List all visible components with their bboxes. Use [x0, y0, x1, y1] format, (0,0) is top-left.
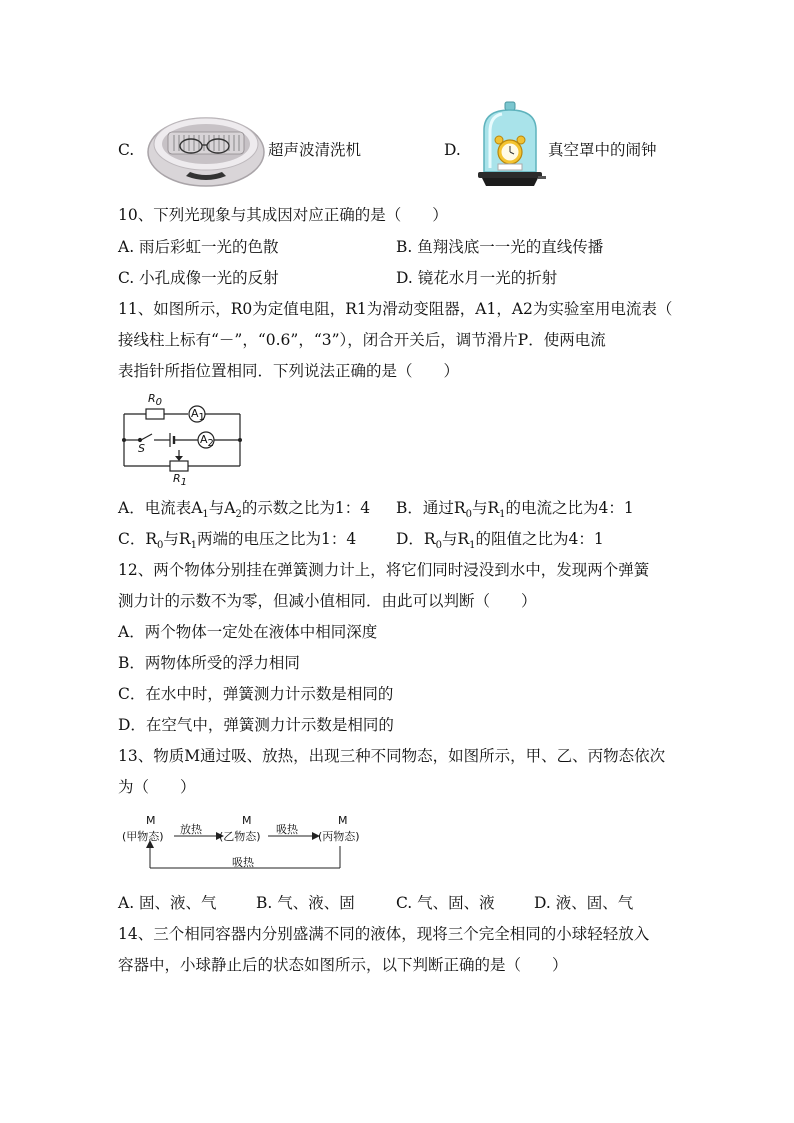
- q10-option-d: D. 镜花水月一光的折射: [396, 269, 558, 287]
- vacuum-bell-jar-alarm-clock-image: [472, 100, 550, 192]
- q10-option-a: A. 雨后彩虹一光的色散: [118, 238, 279, 256]
- q9-option-c-letter: C.: [118, 141, 135, 159]
- q12-stem-line-2: 测力计的示数不为零，但减小值相同．由此可以判断（ ）: [118, 592, 537, 610]
- a2-label: $A_2$: [200, 433, 214, 450]
- arrow-label-absorb-heat-1: 吸热: [276, 823, 298, 836]
- state-yi: (乙物态): [219, 830, 261, 843]
- state-jia: (甲物态): [122, 830, 164, 843]
- m-label-2: M: [242, 814, 252, 827]
- q12-stem-line-1: 12、两个物体分别挂在弹簧测力计上，将它们同时浸没到水中，发现两个弹簧: [118, 561, 650, 579]
- r1-label: $R_1$: [173, 472, 188, 489]
- q11-option-c: C．$R_0$与$R_1$两端的电压之比为1：4: [118, 530, 357, 552]
- q11-option-a: A．电流表$A_1$与$A_2$的示数之比为1：4: [118, 499, 371, 521]
- q11-option-b: B．通过$R_0$与$R_1$的电流之比为4：1: [396, 499, 634, 521]
- q13-option-a: A. 固、液、气: [118, 894, 217, 912]
- q11-stem-line-2: 接线柱上标有“－”，“0.6”，“3”），闭合开关后，调节滑片P．使两电流: [118, 331, 606, 349]
- m-label-1: M: [146, 814, 156, 827]
- q13-state-diagram: [116, 814, 376, 878]
- state-bing: (丙物态): [318, 830, 360, 843]
- q12-option-b: B．两物体所受的浮力相同: [118, 654, 300, 672]
- switch-label: S: [138, 442, 145, 455]
- q9-option-d-caption: 真空罩中的闹钟: [548, 141, 657, 159]
- q9-option-d-letter: D.: [444, 141, 461, 159]
- q14-stem-line-1: 14、三个相同容器内分别盛满不同的液体，现将三个完全相同的小球轻轻放入: [118, 925, 650, 943]
- q12-option-c: C．在水中时，弹簧测力计示数是相同的: [118, 685, 394, 703]
- q10-option-b: B. 鱼翔浅底一一光的直线传播: [396, 238, 604, 256]
- q14-stem-line-2: 容器中，小球静止后的状态如图所示，以下判断正确的是（ ）: [118, 956, 568, 974]
- m-label-3: M: [338, 814, 348, 827]
- q11-stem-line-3: 表指针所指位置相同．下列说法正确的是（ ）: [118, 362, 460, 380]
- q12-option-a: A．两个物体一定处在液体中相同深度: [118, 623, 378, 641]
- q13-option-d: D. 液、固、气: [534, 894, 634, 912]
- q13-option-b: B. 气、液、固: [256, 894, 355, 912]
- q11-circuit-diagram: [116, 392, 252, 488]
- arrow-label-absorb-heat-2: 吸热: [232, 856, 254, 869]
- q13-stem-line-1: 13、物质M通过吸、放热，出现三种不同物态，如图所示，甲、乙、丙物态依次: [118, 747, 666, 765]
- q12-option-d: D．在空气中，弹簧测力计示数是相同的: [118, 716, 394, 734]
- q11-option-d: D．$R_0$与$R_1$的阻值之比为4：1: [396, 530, 604, 552]
- ultrasonic-cleaner-image: [146, 106, 266, 190]
- r0-label: $R_0$: [148, 392, 163, 409]
- q10-option-c: C. 小孔成像一光的反射: [118, 269, 279, 287]
- arrow-label-release-heat: 放热: [180, 823, 202, 836]
- q9-option-c-caption: 超声波清洗机: [268, 141, 362, 159]
- q11-stem-line-1: 11、如图所示，R0为定值电阻，R1为滑动变阻器，A1，A2为实验室用电流表（: [118, 300, 673, 318]
- a1-label: $A_1$: [191, 407, 205, 424]
- q13-stem-line-2: 为（ ）: [118, 778, 196, 796]
- q10-stem: 10、下列光现象与其成因对应正确的是（ ）: [118, 206, 448, 224]
- q13-option-c: C. 气、固、液: [396, 894, 495, 912]
